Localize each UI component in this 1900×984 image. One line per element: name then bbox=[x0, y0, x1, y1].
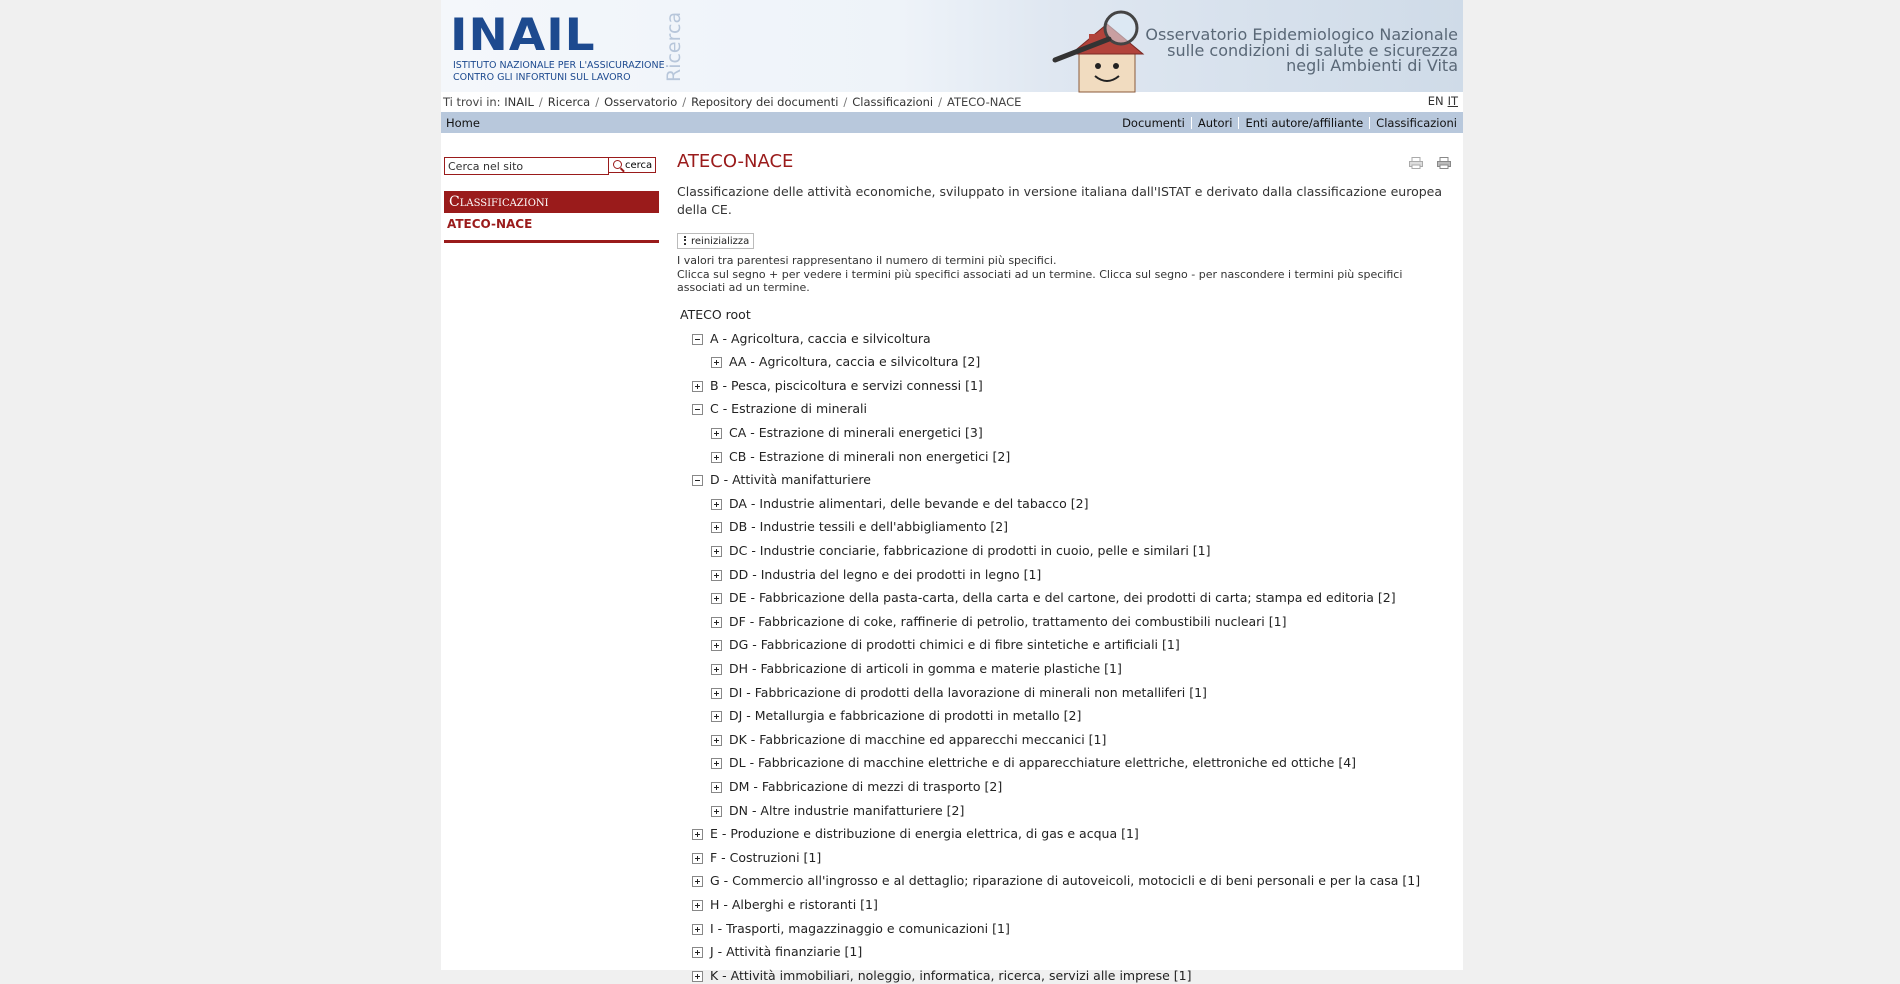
nav-autori[interactable]: Autori bbox=[1197, 116, 1233, 130]
page-title: ATECO-NACE bbox=[677, 151, 794, 172]
sidebar-item-ateco-nace[interactable]: ATECO-NACE bbox=[447, 217, 533, 231]
instruction-2: Clicca sul segno + per vedere i termini più specifici associati ad un termine. Clicca sul segno - per nascondere i termini più specifici associati ad un termine. bbox=[677, 267, 1403, 294]
nav-right-menu bbox=[1122, 116, 1457, 130]
tree-node-label[interactable]: DM - Fabbricazione di mezzi di trasporto [2] bbox=[729, 779, 1003, 794]
expand-plus-icon[interactable] bbox=[711, 735, 722, 746]
expand-plus-icon[interactable] bbox=[692, 829, 703, 840]
tree-node-label[interactable]: B - Pesca, piscicoltura e servizi connessi [1] bbox=[710, 377, 983, 393]
tree-node-label[interactable]: DA - Industrie alimentari, delle bevande e del tabacco [2] bbox=[729, 495, 1089, 511]
breadcrumb-current: ATECO-NACE bbox=[946, 95, 1022, 109]
page-tools bbox=[1400, 154, 1451, 173]
observatory-line-3: negli Ambienti di Vita bbox=[1286, 56, 1458, 75]
observatory-title bbox=[1145, 27, 1458, 74]
breadcrumb: Ti trovi in: INAIL / Ricerca / Osservatorio / Repository dei documenti / Classificazioni / ATECO-NACE bbox=[443, 95, 1022, 109]
tree-node-label[interactable]: CB - Estrazione di minerali non energetici [2] bbox=[729, 448, 1011, 464]
expand-plus-icon[interactable] bbox=[692, 876, 703, 887]
expand-plus-icon[interactable] bbox=[711, 782, 722, 793]
logo-subtitle-line-2: CONTRO GLI INFORTUNI SUL LAVORO bbox=[453, 72, 631, 83]
collapse-minus-icon[interactable] bbox=[692, 404, 703, 415]
tree-node-label[interactable]: I - Trasporti, magazzinaggio e comunicazioni [1] bbox=[710, 920, 1010, 936]
tree-node-label[interactable]: G - Commercio all'ingrosso e al dettaglio; riparazione di autoveicoli, motocicli e di beni personali e per la casa [1] bbox=[710, 873, 1421, 889]
breadcrumb-prefix: Ti trovi in: bbox=[443, 95, 501, 109]
lang-en-link[interactable]: EN bbox=[1427, 94, 1444, 108]
print-icon[interactable] bbox=[1437, 154, 1451, 166]
search-button-label: cerca bbox=[625, 159, 653, 171]
sidebar-divider bbox=[444, 240, 659, 243]
expand-plus-icon[interactable] bbox=[692, 924, 703, 935]
language-switch bbox=[1428, 94, 1458, 108]
search-button[interactable] bbox=[608, 157, 656, 173]
dots-icon bbox=[684, 236, 688, 245]
expand-plus-icon[interactable] bbox=[711, 640, 722, 651]
breadcrumb-repository[interactable]: Repository dei documenti bbox=[691, 95, 839, 109]
expand-plus-icon[interactable] bbox=[692, 947, 703, 958]
lang-it-link[interactable]: IT bbox=[1447, 94, 1458, 108]
page bbox=[441, 0, 1463, 983]
tree-node-label[interactable]: DB - Industrie tessili e dell'abbigliamento [2] bbox=[729, 519, 1009, 535]
tree-root bbox=[680, 307, 751, 323]
tree-node-label[interactable]: A - Agricoltura, caccia e silvicoltura bbox=[710, 330, 931, 346]
tree-root-label[interactable]: ATECO root bbox=[680, 307, 751, 322]
reset-button-label: reinizializza bbox=[691, 235, 750, 247]
collapse-minus-icon[interactable] bbox=[692, 475, 703, 486]
header-banner bbox=[441, 0, 1463, 92]
tree-node-label[interactable]: F - Costruzioni [1] bbox=[710, 849, 822, 865]
tree-node-label[interactable]: E - Produzione e distribuzione di energia elettrica, di gas e acqua [1] bbox=[710, 826, 1139, 842]
tree-node-label[interactable]: CA - Estrazione di minerali energetici [3] bbox=[729, 425, 983, 440]
expand-plus-icon[interactable] bbox=[711, 428, 722, 439]
tree-node-label[interactable]: DE - Fabbricazione della pasta-carta, della carta e del cartone, dei prodotti di carta; stampa ed editoria [2] bbox=[729, 590, 1396, 606]
expand-plus-icon[interactable] bbox=[711, 806, 722, 817]
tree-node-label[interactable]: DD - Industria del legno e dei prodotti in legno [1] bbox=[729, 566, 1042, 582]
logo-subtitle-line-1: ISTITUTO NAZIONALE PER L'ASSICURAZIONE bbox=[453, 60, 665, 71]
breadcrumb-classificazioni[interactable]: Classificazioni bbox=[852, 95, 934, 109]
expand-plus-icon[interactable] bbox=[711, 617, 722, 628]
tree-node-label[interactable]: DH - Fabbricazione di articoli in gomma e materie plastiche [1] bbox=[729, 661, 1122, 676]
expand-plus-icon[interactable] bbox=[692, 971, 703, 982]
tree-node-label[interactable]: J - Attività finanziarie [1] bbox=[710, 944, 863, 960]
instruction-1: I valori tra parentesi rappresentano il numero di termini più specifici. bbox=[677, 254, 1057, 267]
collapse-minus-icon[interactable] bbox=[692, 334, 703, 345]
page-description: Classificazione delle attività economiche, sviluppato in versione italiana dall'ISTAT e derivato dalla classificazione europea della CE. bbox=[677, 184, 1443, 217]
expand-plus-icon[interactable] bbox=[711, 452, 722, 463]
expand-plus-icon[interactable] bbox=[692, 381, 703, 392]
nav-documenti[interactable]: Documenti bbox=[1122, 116, 1185, 130]
search-input[interactable] bbox=[444, 157, 609, 175]
section-vertical-label: Ricerca bbox=[663, 11, 685, 82]
tree-node-label[interactable]: AA - Agricoltura, caccia e silvicoltura [2] bbox=[729, 354, 981, 370]
nav-home[interactable]: Home bbox=[446, 116, 480, 130]
inail-logo[interactable]: INAIL bbox=[450, 9, 596, 62]
expand-plus-icon[interactable] bbox=[711, 711, 722, 722]
nav-enti[interactable]: Enti autore/affiliante bbox=[1245, 116, 1364, 130]
expand-plus-icon[interactable] bbox=[711, 499, 722, 510]
expand-plus-icon[interactable] bbox=[711, 357, 722, 368]
observatory-line-2: sulle condizioni di salute e sicurezza bbox=[1167, 40, 1458, 60]
expand-plus-icon[interactable] bbox=[711, 546, 722, 557]
tree-node-label[interactable]: C - Estrazione di minerali bbox=[710, 401, 867, 417]
tree-node-label[interactable]: H - Alberghi e ristoranti [1] bbox=[710, 897, 878, 912]
nav-classificazioni[interactable]: Classificazioni bbox=[1376, 116, 1457, 130]
instructions bbox=[677, 254, 1437, 295]
tree-node-label[interactable]: K - Attività immobiliari, noleggio, informatica, ricerca, servizi alle imprese [1] bbox=[710, 967, 1192, 983]
tree-node-label[interactable]: DC - Industrie conciarie, fabbricazione di prodotti in cuoio, pelle e similari [1] bbox=[729, 543, 1211, 558]
reset-button[interactable] bbox=[677, 233, 754, 249]
expand-plus-icon[interactable] bbox=[711, 522, 722, 533]
logo-subtitle bbox=[453, 60, 665, 84]
expand-plus-icon[interactable] bbox=[692, 900, 703, 911]
expand-plus-icon[interactable] bbox=[711, 758, 722, 769]
print-preview-icon[interactable] bbox=[1409, 154, 1423, 166]
tree-node-label[interactable]: DI - Fabbricazione di prodotti della lavorazione di minerali non metalliferi [1] bbox=[729, 684, 1207, 700]
main-nav bbox=[441, 112, 1463, 133]
tree-node-label[interactable]: DJ - Metallurgia e fabbricazione di prodotti in metallo [2] bbox=[729, 708, 1082, 724]
tree-node-label[interactable]: DG - Fabbricazione di prodotti chimici e di fibre sintetiche e artificiali [1] bbox=[729, 637, 1180, 653]
tree-node-label[interactable]: D - Attività manifatturiere bbox=[710, 472, 871, 488]
expand-plus-icon[interactable] bbox=[711, 688, 722, 699]
expand-plus-icon[interactable] bbox=[711, 593, 722, 604]
expand-plus-icon[interactable] bbox=[692, 853, 703, 864]
tree-node-label[interactable]: DF - Fabbricazione di coke, raffinerie di petrolio, trattamento dei combustibili nucleari [1] bbox=[729, 613, 1287, 629]
expand-plus-icon[interactable] bbox=[711, 570, 722, 581]
tree-node-label[interactable]: DL - Fabbricazione di macchine elettriche e di apparecchiature elettriche, elettroniche ed ottiche [4] bbox=[729, 755, 1357, 771]
breadcrumb-ricerca[interactable]: Ricerca bbox=[547, 95, 591, 109]
observatory-line-1: Osservatorio Epidemiologico Nazionale bbox=[1145, 25, 1458, 44]
tree-node-label[interactable]: DN - Altre industrie manifatturiere [2] bbox=[729, 802, 965, 818]
search-icon bbox=[613, 160, 622, 169]
breadcrumb-inail[interactable]: INAIL bbox=[504, 95, 534, 109]
tree-node-label[interactable]: DK - Fabbricazione di macchine ed apparecchi meccanici [1] bbox=[729, 731, 1107, 747]
sidebar-section-title: Classificazioni bbox=[444, 191, 659, 213]
expand-plus-icon[interactable] bbox=[711, 664, 722, 675]
breadcrumb-osservatorio[interactable]: Osservatorio bbox=[604, 95, 678, 109]
